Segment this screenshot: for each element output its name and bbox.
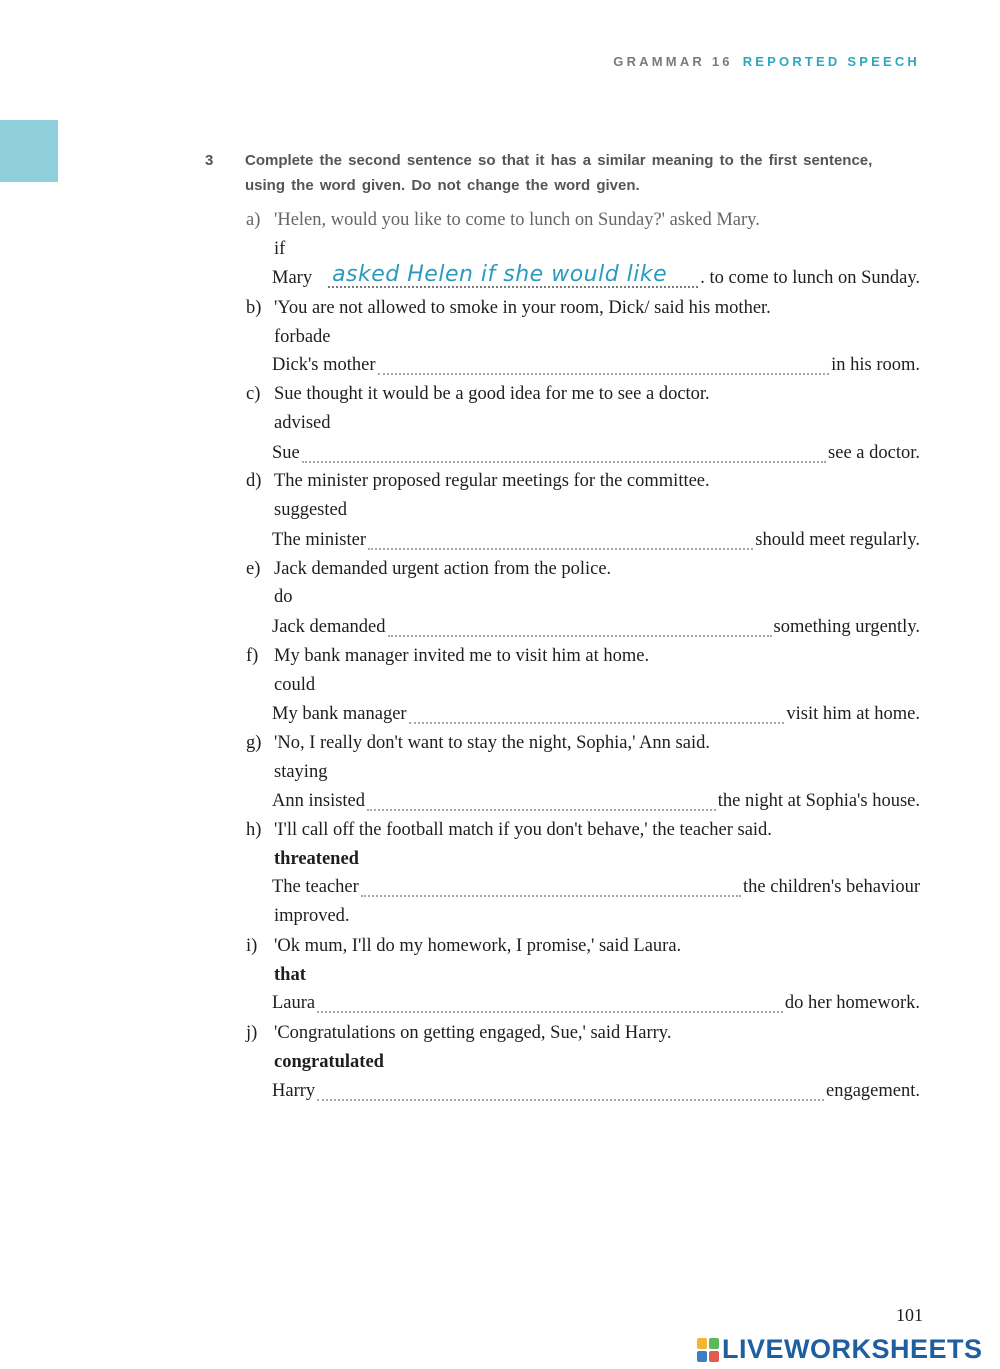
header-section: GRAMMAR 16 bbox=[613, 54, 733, 69]
brand-name: LIVEWORKSHEETS bbox=[722, 1334, 983, 1364]
keyword-h: threatened bbox=[274, 849, 359, 869]
keyword-e: do bbox=[274, 587, 293, 607]
keyword-i: that bbox=[274, 965, 306, 985]
answer-input-e[interactable] bbox=[388, 615, 772, 637]
answer-end: visit him at home. bbox=[786, 704, 920, 724]
question-e bbox=[246, 556, 1000, 582]
question-label: h) bbox=[246, 820, 262, 840]
question-h bbox=[246, 817, 1000, 843]
answer-continuation-h: improved. bbox=[274, 906, 350, 926]
answer-start: Sue bbox=[272, 443, 300, 463]
brand-footer[interactable] bbox=[697, 1334, 983, 1365]
answer-line-b bbox=[272, 352, 920, 378]
answer-end: the night at Sophia's house. bbox=[717, 791, 920, 811]
handwritten-answer: asked Helen if she would like bbox=[332, 262, 668, 287]
keyword-a: if bbox=[274, 239, 286, 259]
answer-start: The minister bbox=[272, 530, 367, 550]
question-sentence: The minister proposed regular meetings for the committee. bbox=[274, 471, 710, 491]
task-number: 3 bbox=[205, 152, 214, 169]
question-a bbox=[246, 207, 1000, 233]
answer-end: in his room. bbox=[831, 355, 920, 375]
answer-input-a[interactable] bbox=[328, 262, 698, 288]
question-sentence: 'I'll call off the football match if you don't behave,' the teacher said. bbox=[274, 820, 772, 840]
question-b bbox=[246, 295, 1000, 321]
task-instruction bbox=[205, 148, 885, 198]
question-label: c) bbox=[246, 384, 261, 404]
answer-input-j[interactable] bbox=[317, 1079, 824, 1101]
answer-line-e bbox=[272, 614, 920, 640]
answer-line-c bbox=[272, 440, 920, 466]
answer-line-a bbox=[272, 262, 920, 291]
question-label: b) bbox=[246, 298, 262, 318]
answer-line-d bbox=[272, 527, 920, 553]
answer-line-f bbox=[272, 701, 920, 727]
answer-input-h[interactable] bbox=[361, 875, 741, 897]
keyword-d: suggested bbox=[274, 500, 347, 520]
answer-input-f[interactable] bbox=[409, 702, 785, 724]
answer-end: engagement. bbox=[826, 1081, 920, 1101]
question-i bbox=[246, 933, 1000, 959]
answer-input-d[interactable] bbox=[368, 528, 753, 550]
answer-input-b[interactable] bbox=[378, 353, 830, 375]
question-label: a) bbox=[246, 210, 261, 230]
answer-end: something urgently. bbox=[773, 617, 920, 637]
question-label: e) bbox=[246, 559, 261, 579]
answer-input-i[interactable] bbox=[317, 991, 783, 1013]
answer-start: Jack demanded bbox=[272, 617, 386, 637]
question-sentence: Jack demanded urgent action from the police. bbox=[274, 559, 612, 579]
question-sentence: 'No, I really don't want to stay the night, Sophia,' Ann said. bbox=[274, 733, 710, 753]
answer-end: see a doctor. bbox=[828, 443, 920, 463]
keyword-f: could bbox=[274, 675, 316, 695]
answer-line-h bbox=[272, 874, 920, 900]
answer-start: Laura bbox=[272, 993, 316, 1013]
header-topic: REPORTED SPEECH bbox=[742, 54, 920, 69]
question-d bbox=[246, 468, 1000, 494]
liveworksheets-logo-icon bbox=[697, 1338, 719, 1362]
answer-start: Harry bbox=[272, 1081, 316, 1101]
question-label: i) bbox=[246, 936, 258, 956]
answer-line-j bbox=[272, 1078, 920, 1104]
answer-end: . to come to lunch on Sunday. bbox=[700, 268, 920, 288]
page-header bbox=[613, 54, 920, 69]
question-sentence: 'Ok mum, I'll do my homework, I promise,' said Laura. bbox=[274, 936, 682, 956]
answer-end: do her homework. bbox=[784, 993, 920, 1013]
keyword-g: staying bbox=[274, 762, 328, 782]
keyword-b: forbade bbox=[274, 327, 331, 347]
answer-input-g[interactable] bbox=[367, 789, 716, 811]
question-g bbox=[246, 730, 1000, 756]
question-label: j) bbox=[246, 1023, 258, 1043]
answer-start: Ann insisted bbox=[272, 791, 366, 811]
question-c bbox=[246, 381, 1000, 407]
question-label: f) bbox=[246, 646, 259, 666]
question-sentence: 'Congratulations on getting engaged, Sue,' said Harry. bbox=[274, 1023, 672, 1043]
page-number: 101 bbox=[896, 1305, 923, 1325]
keyword-j: congratulated bbox=[274, 1052, 384, 1072]
question-f bbox=[246, 643, 1000, 669]
question-label: d) bbox=[246, 471, 262, 491]
answer-start: My bank manager bbox=[272, 704, 407, 724]
answer-end: the children's behaviour bbox=[743, 877, 920, 897]
question-j bbox=[246, 1020, 1000, 1046]
keyword-c: advised bbox=[274, 413, 331, 433]
question-label: g) bbox=[246, 733, 262, 753]
question-sentence: 'Helen, would you like to come to lunch on Sunday?' asked Mary. bbox=[274, 210, 760, 230]
answer-input-c[interactable] bbox=[302, 441, 826, 463]
side-tab bbox=[0, 120, 58, 182]
answer-start: Dick's mother bbox=[272, 355, 376, 375]
answer-line-i bbox=[272, 990, 920, 1016]
question-sentence: Sue thought it would be a good idea for me to see a doctor. bbox=[274, 384, 710, 404]
answer-end: should meet regularly. bbox=[755, 530, 920, 550]
task-text: Complete the second sentence so that it has a similar meaning to the first sentence, using the word given. Do not change the word given. bbox=[245, 152, 873, 194]
answer-start: Mary bbox=[272, 268, 313, 288]
answer-start: The teacher bbox=[272, 877, 359, 897]
question-sentence: 'You are not allowed to smoke in your room, Dick/ said his mother. bbox=[274, 298, 771, 318]
answer-line-g bbox=[272, 788, 920, 814]
question-sentence: My bank manager invited me to visit him at home. bbox=[274, 646, 650, 666]
